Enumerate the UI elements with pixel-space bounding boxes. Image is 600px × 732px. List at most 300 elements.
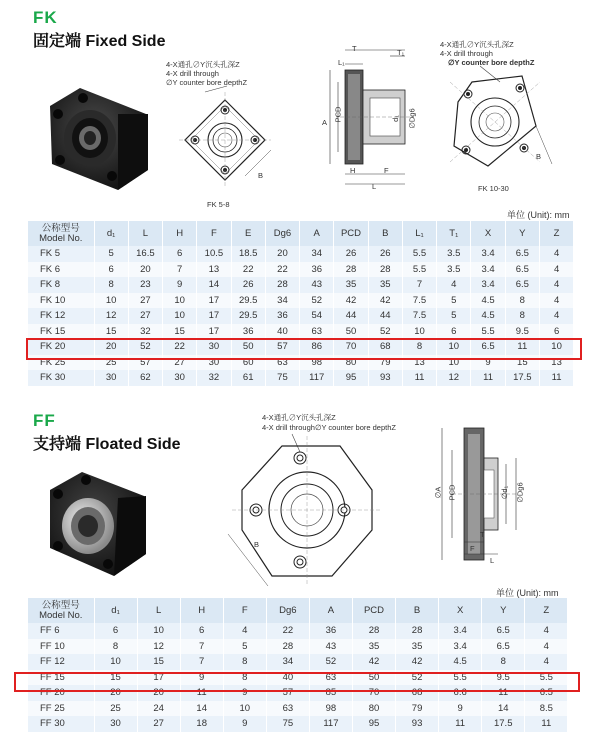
- table-row: [28, 308, 574, 324]
- value-cell: 35: [352, 639, 395, 655]
- value-cell: 17: [197, 293, 231, 309]
- value-cell: 4.5: [439, 654, 482, 670]
- fk-r-drill-note-en2: ∅Y counter bore depthZ: [448, 58, 535, 67]
- value-cell: 10: [437, 339, 471, 355]
- value-cell: 62: [128, 370, 162, 386]
- value-cell: 22: [163, 339, 197, 355]
- value-cell: 117: [309, 716, 352, 732]
- value-cell: 6.5: [525, 685, 568, 701]
- value-cell: 4: [525, 639, 568, 655]
- fk-small-caption: FK 5-8: [207, 200, 230, 209]
- value-cell: 5.5: [525, 670, 568, 686]
- ff-spec-table: [28, 598, 568, 732]
- value-cell: 11: [180, 685, 223, 701]
- value-cell: 34: [300, 246, 334, 262]
- value-cell: 4.5: [471, 308, 505, 324]
- value-cell: 63: [266, 701, 309, 717]
- value-cell: 79: [368, 355, 402, 371]
- value-cell: 14: [197, 277, 231, 293]
- fk-dim-t: T: [352, 44, 357, 53]
- fk-drill-note-en1: 4-X drill through: [166, 69, 219, 78]
- value-cell: 42: [334, 293, 368, 309]
- value-cell: 9: [439, 701, 482, 717]
- value-cell: 3.4: [439, 639, 482, 655]
- value-cell: 4: [525, 623, 568, 639]
- value-cell: 17: [137, 670, 180, 686]
- ff-drill-note-cn: 4-X通孔∅Y沉头孔深Z: [262, 413, 336, 422]
- value-cell: 36: [231, 324, 265, 340]
- model-cell: FK 30: [28, 370, 94, 386]
- table-row: [28, 277, 574, 293]
- ff-table-header-row: [28, 598, 568, 623]
- value-cell: 20: [128, 262, 162, 278]
- value-cell: 3.4: [439, 623, 482, 639]
- fk-header-l1: L₁: [402, 221, 436, 246]
- value-cell: 95: [352, 716, 395, 732]
- value-cell: 6.6: [439, 685, 482, 701]
- fk-header-a: A: [300, 221, 334, 246]
- value-cell: 4: [539, 246, 573, 262]
- value-cell: 15: [94, 324, 128, 340]
- value-cell: 29.5: [231, 293, 265, 309]
- value-cell: 6: [163, 246, 197, 262]
- model-cell: FF 6: [28, 623, 94, 639]
- value-cell: 68: [368, 339, 402, 355]
- value-cell: 98: [309, 701, 352, 717]
- value-cell: 10: [137, 623, 180, 639]
- value-cell: 28: [334, 262, 368, 278]
- value-cell: 7: [180, 654, 223, 670]
- value-cell: 17: [197, 308, 231, 324]
- value-cell: 15: [94, 670, 137, 686]
- ff-header-pcd: PCD: [352, 598, 395, 623]
- value-cell: 30: [163, 370, 197, 386]
- value-cell: 93: [368, 370, 402, 386]
- value-cell: 11: [505, 339, 539, 355]
- value-cell: 34: [266, 654, 309, 670]
- fk-header-model: 公称型号 Model No.: [28, 221, 94, 246]
- value-cell: 10.5: [197, 246, 231, 262]
- fk-large-caption: FK 10-30: [478, 184, 509, 193]
- value-cell: 5: [437, 293, 471, 309]
- value-cell: 13: [539, 355, 573, 371]
- value-cell: 44: [334, 308, 368, 324]
- value-cell: 11: [525, 716, 568, 732]
- fk-dim-a: A: [322, 118, 328, 127]
- value-cell: 27: [137, 716, 180, 732]
- value-cell: 14: [180, 701, 223, 717]
- model-cell: FF 30: [28, 716, 94, 732]
- value-cell: 40: [266, 670, 309, 686]
- value-cell: 6: [94, 262, 128, 278]
- value-cell: 10: [223, 701, 266, 717]
- fk-r-drill-note-en1: 4-X drill through: [440, 49, 493, 58]
- ff-header-a: A: [309, 598, 352, 623]
- ff-header-b: B: [396, 598, 439, 623]
- value-cell: 10: [163, 293, 197, 309]
- value-cell: 75: [266, 716, 309, 732]
- value-cell: 42: [352, 654, 395, 670]
- value-cell: 28: [265, 277, 299, 293]
- value-cell: 12: [437, 370, 471, 386]
- value-cell: 25: [94, 355, 128, 371]
- value-cell: 50: [352, 670, 395, 686]
- fk-header-e: E: [231, 221, 265, 246]
- value-cell: 15: [505, 355, 539, 371]
- fk-unit-label: 单位 (Unit): mm: [507, 210, 570, 220]
- ff-header-y: Y: [482, 598, 525, 623]
- value-cell: 36: [300, 262, 334, 278]
- value-cell: 30: [197, 339, 231, 355]
- value-cell: 35: [334, 277, 368, 293]
- value-cell: 34: [265, 293, 299, 309]
- value-cell: 4: [525, 654, 568, 670]
- value-cell: 7.5: [402, 308, 436, 324]
- table-row: [28, 701, 568, 717]
- value-cell: 70: [352, 685, 395, 701]
- value-cell: 68: [396, 685, 439, 701]
- value-cell: 57: [266, 685, 309, 701]
- fk-small-front-drawing: [165, 82, 285, 202]
- fk-header-d1: d₁: [94, 221, 128, 246]
- fk-drill-note-en2: ∅Y counter bore depthZ: [166, 78, 248, 87]
- model-cell: FK 15: [28, 324, 94, 340]
- value-cell: 12: [137, 639, 180, 655]
- value-cell: 4: [223, 623, 266, 639]
- fk-section-title: 固定端 Fixed Side: [33, 33, 166, 50]
- value-cell: 54: [300, 308, 334, 324]
- ff-dim-b: B: [254, 540, 260, 549]
- fk-dim-l1: L₁: [338, 58, 345, 67]
- ff-header-d1: d₁: [94, 598, 137, 623]
- value-cell: 26: [334, 246, 368, 262]
- fk-section-tag: FK: [33, 8, 58, 27]
- value-cell: 5.5: [402, 246, 436, 262]
- ff-header-l: L: [137, 598, 180, 623]
- table-row: [28, 324, 574, 340]
- value-cell: 63: [300, 324, 334, 340]
- value-cell: 3.5: [437, 262, 471, 278]
- value-cell: 24: [137, 701, 180, 717]
- value-cell: 8: [94, 639, 137, 655]
- value-cell: 52: [128, 339, 162, 355]
- ff-dim-t: T: [480, 530, 485, 539]
- value-cell: 85: [309, 685, 352, 701]
- value-cell: 22: [266, 623, 309, 639]
- value-cell: 42: [396, 654, 439, 670]
- fk-drill-note-cn: 4-X通孔∅Y沉头孔深Z: [166, 60, 240, 69]
- value-cell: 27: [128, 308, 162, 324]
- value-cell: 6.5: [482, 639, 525, 655]
- ff-dim-dg6: ∅Dg6: [515, 482, 525, 503]
- ff-header-z: Z: [525, 598, 568, 623]
- value-cell: 23: [128, 277, 162, 293]
- model-cell: FF 25: [28, 701, 94, 717]
- value-cell: 6: [94, 623, 137, 639]
- fk-dim-dg6: ∅Dg6: [407, 108, 417, 129]
- model-cell: FF 12: [28, 654, 94, 670]
- table-row: [28, 685, 568, 701]
- value-cell: 3.4: [471, 262, 505, 278]
- ff-header-dg6: Dg6: [266, 598, 309, 623]
- model-cell: FK 25: [28, 355, 94, 371]
- value-cell: 4: [539, 262, 573, 278]
- value-cell: 93: [396, 716, 439, 732]
- value-cell: 20: [265, 246, 299, 262]
- table-row: [28, 623, 568, 639]
- value-cell: 28: [266, 639, 309, 655]
- value-cell: 50: [334, 324, 368, 340]
- value-cell: 7: [180, 639, 223, 655]
- value-cell: 5: [437, 308, 471, 324]
- value-cell: 57: [128, 355, 162, 371]
- table-row: [28, 670, 568, 686]
- fk-side-section-drawing: [290, 42, 425, 192]
- value-cell: 95: [334, 370, 368, 386]
- value-cell: 10: [402, 324, 436, 340]
- table-row: [28, 355, 574, 371]
- value-cell: 22: [265, 262, 299, 278]
- value-cell: 8: [223, 670, 266, 686]
- value-cell: 20: [94, 685, 137, 701]
- value-cell: 27: [128, 293, 162, 309]
- value-cell: 11: [471, 370, 505, 386]
- value-cell: 17.5: [482, 716, 525, 732]
- value-cell: 8: [223, 654, 266, 670]
- fk-header-dg6: Dg6: [265, 221, 299, 246]
- model-cell: FK 8: [28, 277, 94, 293]
- model-cell: FK 6: [28, 262, 94, 278]
- value-cell: 9.5: [482, 670, 525, 686]
- value-cell: 10: [539, 339, 573, 355]
- value-cell: 8: [94, 277, 128, 293]
- value-cell: 32: [128, 324, 162, 340]
- fk-large-front-drawing: [440, 62, 570, 187]
- value-cell: 5.5: [402, 262, 436, 278]
- value-cell: 52: [368, 324, 402, 340]
- value-cell: 20: [137, 685, 180, 701]
- ff-unit-label: 单位 (Unit): mm: [496, 588, 559, 598]
- value-cell: 5.5: [439, 670, 482, 686]
- value-cell: 18.5: [231, 246, 265, 262]
- value-cell: 6.5: [482, 623, 525, 639]
- value-cell: 27: [163, 355, 197, 371]
- model-cell: FK 5: [28, 246, 94, 262]
- value-cell: 52: [396, 670, 439, 686]
- value-cell: 32: [197, 370, 231, 386]
- value-cell: 25: [94, 701, 137, 717]
- value-cell: 26: [231, 277, 265, 293]
- value-cell: 9: [163, 277, 197, 293]
- value-cell: 8.5: [525, 701, 568, 717]
- value-cell: 8: [505, 293, 539, 309]
- value-cell: 35: [396, 639, 439, 655]
- ff-dim-a: ∅A: [433, 486, 443, 499]
- ff-drill-note-en: 4-X drill through∅Y counter bore depthZ: [262, 423, 396, 432]
- model-cell: FF 10: [28, 639, 94, 655]
- value-cell: 4: [437, 277, 471, 293]
- value-cell: 8: [402, 339, 436, 355]
- value-cell: 60: [231, 355, 265, 371]
- table-row: [28, 262, 574, 278]
- value-cell: 11: [402, 370, 436, 386]
- fk-dim-f: F: [384, 166, 389, 175]
- ff-section-tag: FF: [33, 411, 56, 430]
- value-cell: 36: [309, 623, 352, 639]
- value-cell: 5.5: [471, 324, 505, 340]
- fk-header-z: Z: [539, 221, 573, 246]
- ff-product-photo: [42, 470, 154, 580]
- value-cell: 86: [300, 339, 334, 355]
- value-cell: 75: [265, 370, 299, 386]
- value-cell: 6.5: [505, 262, 539, 278]
- value-cell: 3.5: [437, 246, 471, 262]
- value-cell: 80: [334, 355, 368, 371]
- value-cell: 17.5: [505, 370, 539, 386]
- value-cell: 98: [300, 355, 334, 371]
- fk-product-photo: [38, 84, 156, 194]
- table-row: [28, 639, 568, 655]
- value-cell: 28: [368, 262, 402, 278]
- model-cell: FF 15: [28, 670, 94, 686]
- table-row: [28, 716, 568, 732]
- value-cell: 42: [368, 293, 402, 309]
- value-cell: 9: [180, 670, 223, 686]
- value-cell: 20: [94, 339, 128, 355]
- value-cell: 52: [309, 654, 352, 670]
- ff-dim-l: L: [490, 556, 495, 565]
- value-cell: 12: [94, 308, 128, 324]
- fk-header-x: X: [471, 221, 505, 246]
- value-cell: 79: [396, 701, 439, 717]
- value-cell: 80: [352, 701, 395, 717]
- value-cell: 61: [231, 370, 265, 386]
- value-cell: 5: [223, 639, 266, 655]
- ff-dim-d1: ∅d₁: [500, 485, 510, 500]
- value-cell: 7: [163, 262, 197, 278]
- fk-spec-table: [28, 221, 574, 386]
- value-cell: 6.5: [471, 339, 505, 355]
- value-cell: 9: [223, 716, 266, 732]
- value-cell: 6.5: [505, 246, 539, 262]
- value-cell: 17: [197, 324, 231, 340]
- fk-header-t1: T₁: [437, 221, 471, 246]
- value-cell: 6.5: [505, 277, 539, 293]
- value-cell: 50: [231, 339, 265, 355]
- value-cell: 15: [163, 324, 197, 340]
- fk-dim-b-small: B: [258, 171, 264, 180]
- ff-dim-pcd: PCD: [447, 484, 457, 501]
- ff-header-x: X: [439, 598, 482, 623]
- value-cell: 9.5: [505, 324, 539, 340]
- table-row: [28, 339, 574, 355]
- value-cell: 4.5: [471, 293, 505, 309]
- value-cell: 57: [265, 339, 299, 355]
- value-cell: 29.5: [231, 308, 265, 324]
- value-cell: 9: [223, 685, 266, 701]
- value-cell: 13: [402, 355, 436, 371]
- table-row: [28, 654, 568, 670]
- fk-header-pcd: PCD: [334, 221, 368, 246]
- value-cell: 13: [197, 262, 231, 278]
- value-cell: 36: [265, 308, 299, 324]
- value-cell: 4: [539, 293, 573, 309]
- value-cell: 4: [539, 277, 573, 293]
- ff-header-f: F: [223, 598, 266, 623]
- value-cell: 6: [437, 324, 471, 340]
- value-cell: 52: [300, 293, 334, 309]
- fk-r-drill-note-cn: 4-X通孔∅Y沉头孔深Z: [440, 40, 514, 49]
- fk-dim-d1: d₁: [390, 115, 400, 122]
- table-row: [28, 370, 574, 386]
- value-cell: 8: [482, 654, 525, 670]
- value-cell: 3.4: [471, 246, 505, 262]
- value-cell: 30: [197, 355, 231, 371]
- value-cell: 43: [309, 639, 352, 655]
- fk-dim-h: H: [350, 166, 356, 175]
- fk-dim-t1: T₁: [397, 48, 405, 57]
- model-cell: FK 20: [28, 339, 94, 355]
- value-cell: 30: [94, 370, 128, 386]
- value-cell: 5: [94, 246, 128, 262]
- value-cell: 11: [539, 370, 573, 386]
- value-cell: 11: [482, 685, 525, 701]
- value-cell: 18: [180, 716, 223, 732]
- value-cell: 26: [368, 246, 402, 262]
- fk-header-y: Y: [505, 221, 539, 246]
- fk-header-h: H: [163, 221, 197, 246]
- value-cell: 117: [300, 370, 334, 386]
- ff-header-model: 公称型号 Model No.: [28, 598, 94, 623]
- ff-dim-f: F: [470, 544, 475, 553]
- value-cell: 15: [137, 654, 180, 670]
- value-cell: 43: [300, 277, 334, 293]
- value-cell: 6: [539, 324, 573, 340]
- fk-dim-l: L: [372, 182, 377, 191]
- value-cell: 35: [368, 277, 402, 293]
- ff-section-title: 支持端 Floated Side: [33, 436, 181, 453]
- fk-table-header-row: [28, 221, 574, 246]
- value-cell: 14: [482, 701, 525, 717]
- value-cell: 9: [471, 355, 505, 371]
- value-cell: 10: [94, 293, 128, 309]
- value-cell: 63: [309, 670, 352, 686]
- value-cell: 28: [352, 623, 395, 639]
- fk-header-f: F: [197, 221, 231, 246]
- fk-dim-pcd: PCD: [333, 106, 343, 123]
- value-cell: 3.4: [471, 277, 505, 293]
- table-row: [28, 246, 574, 262]
- value-cell: 7.5: [402, 293, 436, 309]
- fk-header-b: B: [368, 221, 402, 246]
- value-cell: 70: [334, 339, 368, 355]
- value-cell: 4: [539, 308, 573, 324]
- value-cell: 10: [94, 654, 137, 670]
- value-cell: 16.5: [128, 246, 162, 262]
- value-cell: 7: [402, 277, 436, 293]
- model-cell: FK 10: [28, 293, 94, 309]
- value-cell: 6: [180, 623, 223, 639]
- value-cell: 10: [163, 308, 197, 324]
- model-cell: FK 12: [28, 308, 94, 324]
- value-cell: 11: [439, 716, 482, 732]
- value-cell: 30: [94, 716, 137, 732]
- table-row: [28, 293, 574, 309]
- ff-front-drawing: [222, 430, 392, 595]
- value-cell: 63: [265, 355, 299, 371]
- value-cell: 22: [231, 262, 265, 278]
- value-cell: 8: [505, 308, 539, 324]
